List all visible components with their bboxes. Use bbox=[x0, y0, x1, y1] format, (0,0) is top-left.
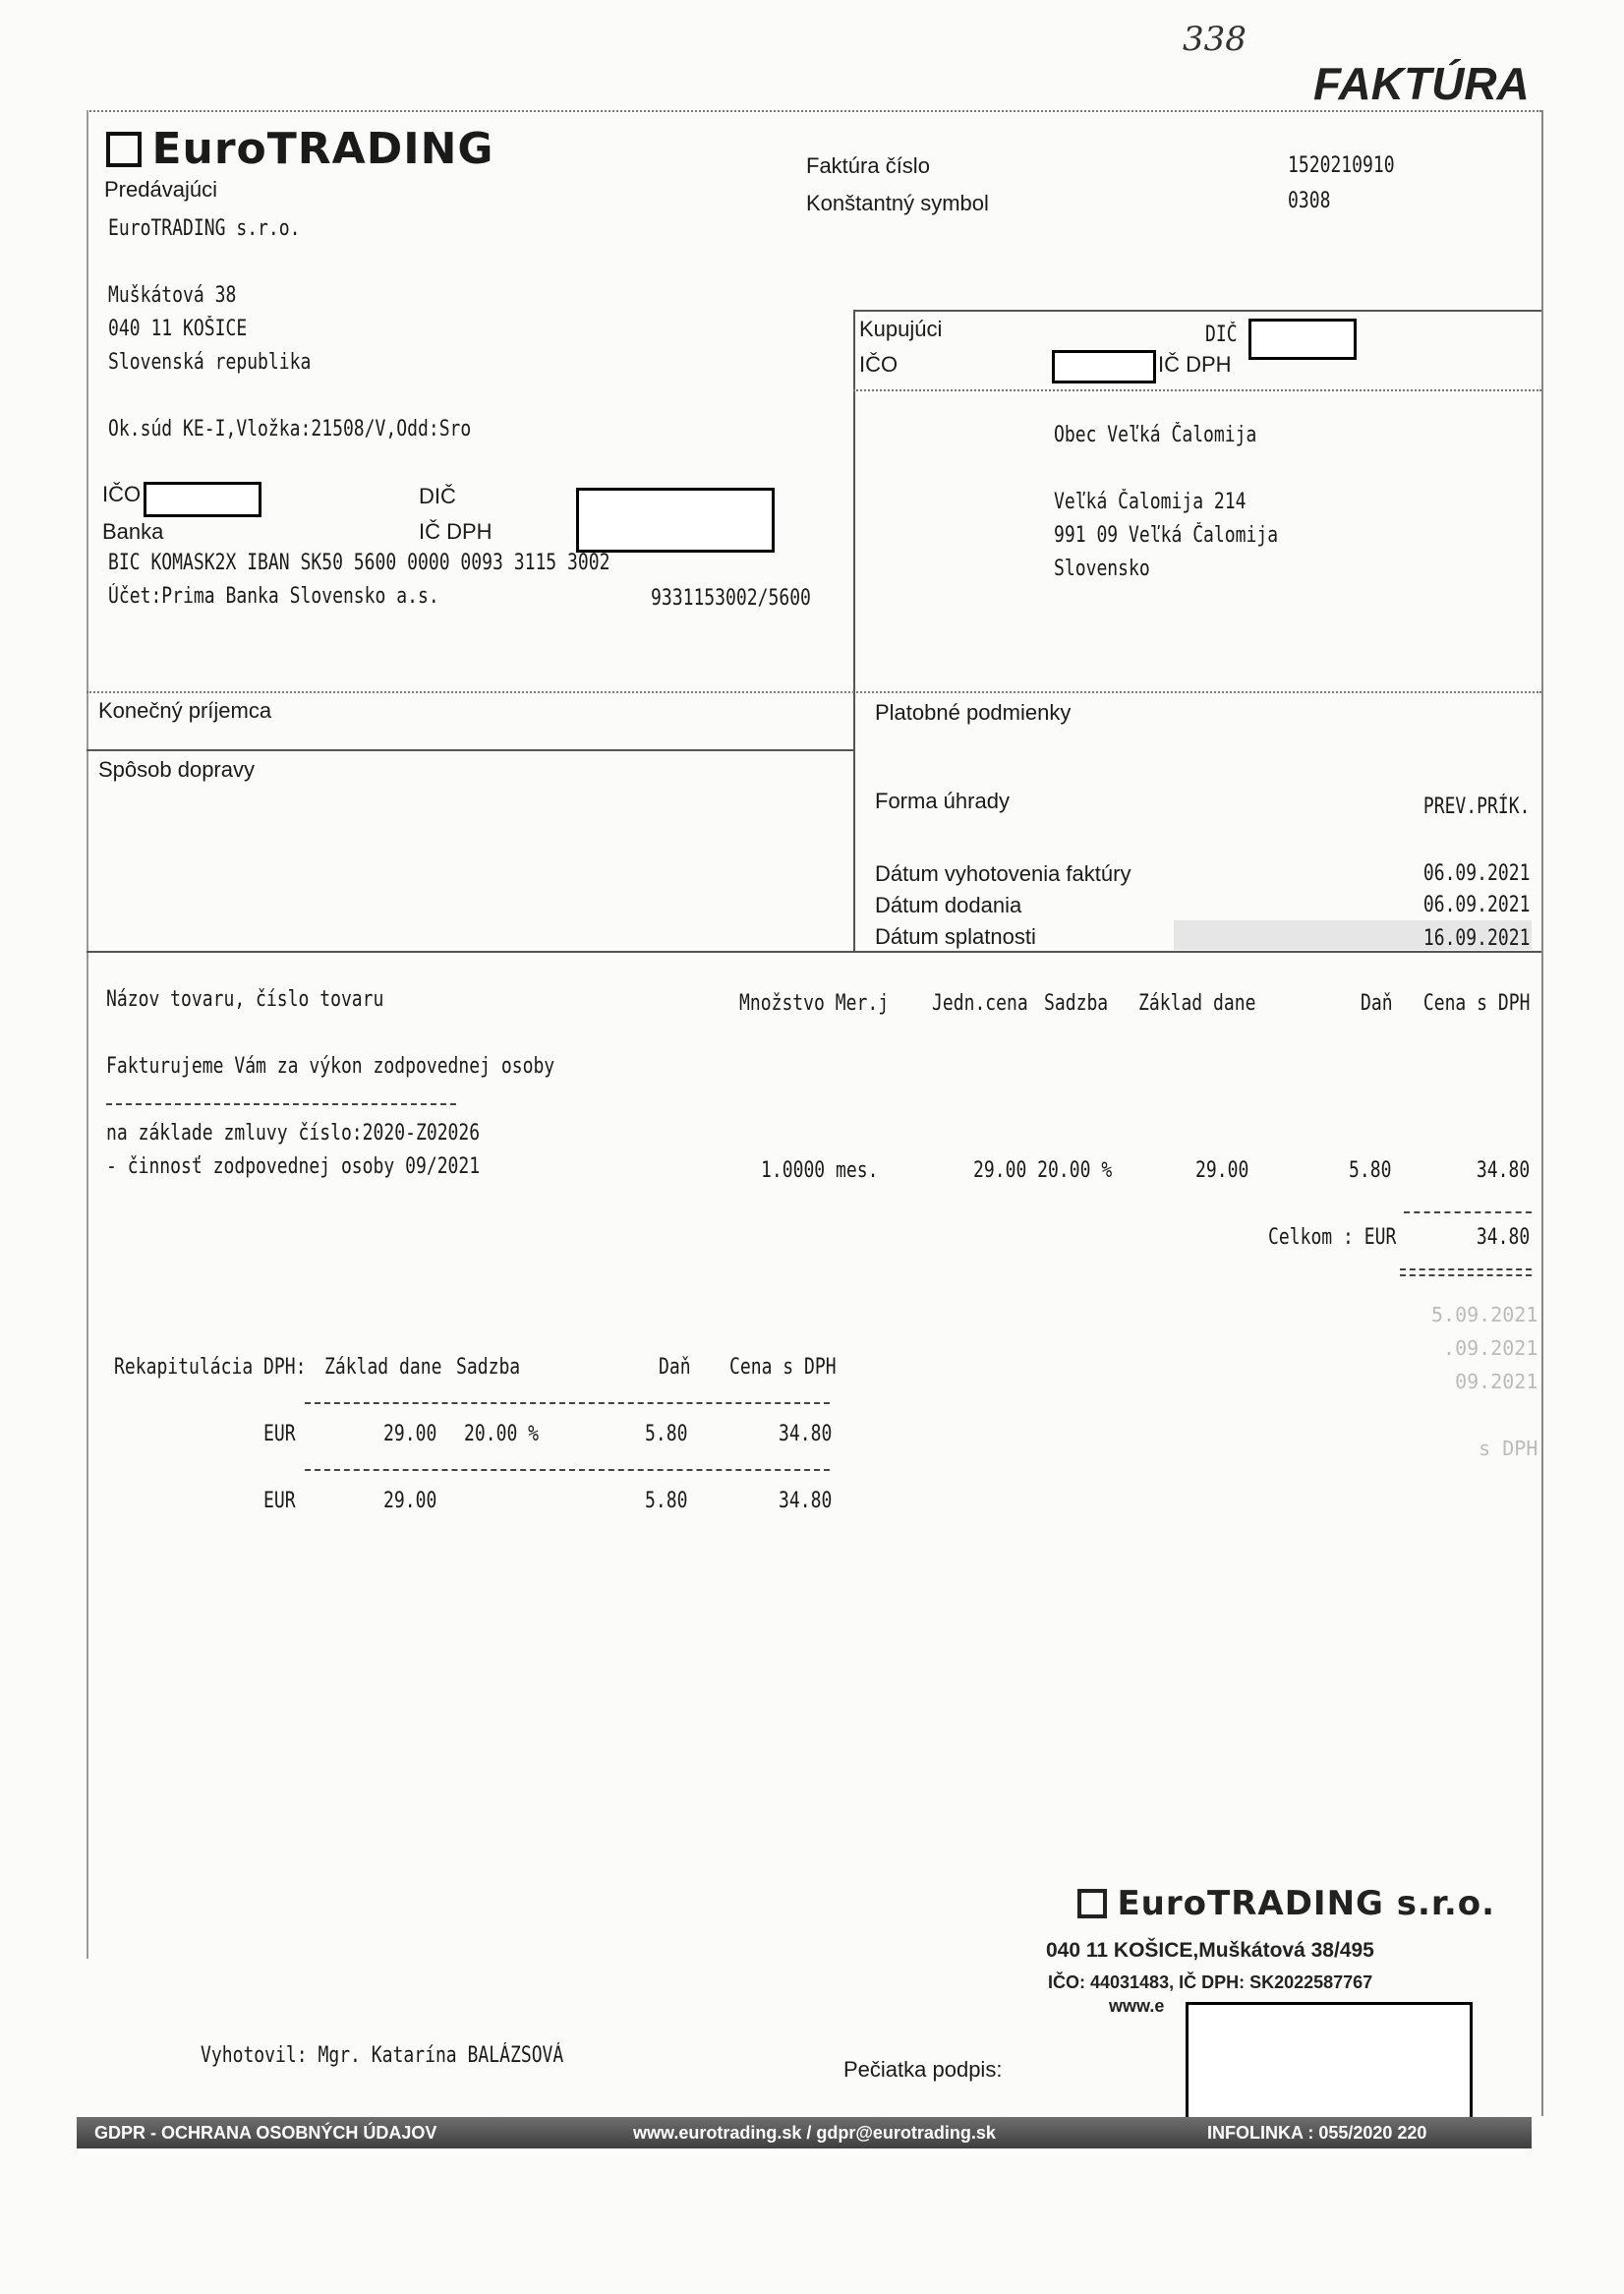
redacted-signature bbox=[1186, 2002, 1473, 2120]
seller-icdph-label: IČ DPH bbox=[419, 519, 493, 544]
recap-row1-total: 34.80 bbox=[779, 1422, 833, 1446]
recap-row1-base: 29.00 bbox=[383, 1422, 437, 1446]
company-stamp bbox=[1077, 1884, 1495, 1923]
seller-name: EuroTRADING s.r.o. bbox=[108, 216, 301, 241]
stamp-logo-mark-icon bbox=[1077, 1889, 1107, 1918]
total-value: 34.80 bbox=[1476, 1225, 1530, 1250]
recap-row2-base: 29.00 bbox=[383, 1489, 437, 1513]
mid-divider bbox=[87, 691, 1541, 693]
item-line2: - činnosť zodpovednej osoby 09/2021 bbox=[106, 1154, 481, 1179]
buyer-street: Veľká Čalomija 214 bbox=[1054, 490, 1247, 514]
recap-label: Rekapitulácia DPH: bbox=[114, 1355, 307, 1380]
stamp-line1: 040 11 KOŠICE,Muškátová 38/495 bbox=[1046, 1939, 1374, 1962]
logo-mark-icon bbox=[106, 132, 142, 167]
bleed-through-marks: 5.09.2021 .09.2021 09.2021 s DPH bbox=[1431, 1303, 1538, 1460]
prepared-by: Vyhotovil: Mgr. Katarína BALÁZSOVÁ bbox=[201, 2043, 564, 2068]
recap-header-divider bbox=[305, 1402, 830, 1404]
recap-row1-cur: EUR bbox=[263, 1422, 296, 1446]
items-intro: Fakturujeme Vám za výkon zodpovednej osoby bbox=[106, 1054, 555, 1079]
stamp-line2: IČO: 44031483, IČ DPH: SK2022587767 bbox=[1048, 1972, 1373, 1992]
constant-symbol-label: Konštantný symbol bbox=[806, 191, 989, 215]
due-date-label: Dátum splatnosti bbox=[875, 924, 1036, 949]
recap-base-header: Základ dane bbox=[324, 1355, 442, 1380]
frame-left bbox=[87, 110, 88, 1959]
seller-city: 040 11 KOŠICE bbox=[108, 317, 248, 341]
stamp-company-name: EuroTRADING s.r.o. bbox=[1117, 1884, 1496, 1923]
col-unit-price: Jedn.cena bbox=[932, 991, 1028, 1016]
item-line1: na základe zmluvy číslo:2020-Z02026 bbox=[106, 1121, 481, 1146]
redacted-buyer-ico bbox=[1052, 350, 1156, 383]
total-overline bbox=[1404, 1211, 1532, 1213]
delivery-date-label: Dátum dodania bbox=[875, 893, 1022, 917]
redacted-seller-ico bbox=[144, 482, 261, 517]
buyer-header-divider bbox=[853, 389, 1541, 391]
buyer-box-left bbox=[853, 310, 855, 951]
items-intro-underline bbox=[106, 1103, 456, 1105]
footer-gdpr: GDPR - OCHRANA OSOBNÝCH ÚDAJOV bbox=[94, 2123, 437, 2143]
recap-row1-rate: 20.00 % bbox=[464, 1422, 540, 1446]
seller-account-number: 9331153002/5600 bbox=[651, 586, 811, 611]
total-label: Celkom : EUR bbox=[1268, 1225, 1397, 1250]
company-logo: EuroTRADING bbox=[106, 124, 494, 174]
stamp-signature-label: Pečiatka podpis: bbox=[843, 2057, 1003, 2082]
recap-total-header: Cena s DPH bbox=[729, 1355, 837, 1380]
delivery-date: 06.09.2021 bbox=[1422, 893, 1530, 917]
invoice-number: 1520210910 bbox=[1288, 153, 1395, 178]
seller-bic-iban: BIC KOMASK2X IBAN SK50 5600 0000 0093 3115 3002 bbox=[108, 551, 610, 575]
col-total: Cena s DPH bbox=[1422, 991, 1530, 1016]
seller-street: Muškátová 38 bbox=[108, 283, 237, 308]
seller-account: Účet:Prima Banka Slovensko a.s. bbox=[108, 584, 439, 609]
col-name: Názov tovaru, číslo tovaru bbox=[106, 987, 384, 1012]
item-qty-unit: 1.0000 mes. bbox=[761, 1158, 879, 1183]
seller-country: Slovenská republika bbox=[108, 350, 312, 375]
document-title: FAKTÚRA bbox=[1313, 58, 1530, 109]
stamp-line3: www.e bbox=[1109, 1996, 1165, 2016]
transport-label: Spôsob dopravy bbox=[98, 757, 255, 782]
buyer-icdph-label: IČ DPH bbox=[1158, 352, 1232, 377]
buyer-city: 991 09 Veľká Čalomija bbox=[1054, 523, 1279, 548]
col-tax: Daň bbox=[1361, 991, 1393, 1016]
right-top-bottom bbox=[853, 310, 1541, 312]
item-tax: 5.80 bbox=[1349, 1158, 1392, 1183]
recap-row2-cur: EUR bbox=[263, 1489, 296, 1513]
buyer-country: Slovensko bbox=[1054, 557, 1150, 581]
final-recipient-label: Konečný príjemca bbox=[98, 698, 272, 723]
handwritten-number: 338 bbox=[1183, 20, 1247, 59]
total-double-underline bbox=[1400, 1268, 1532, 1276]
seller-dic-label: DIČ bbox=[419, 484, 456, 508]
buyer-dic-label: DIČ bbox=[1205, 323, 1238, 347]
due-date: 16.09.2021 bbox=[1422, 926, 1530, 951]
buyer-name: Obec Veľká Čalomija bbox=[1054, 423, 1257, 447]
items-top bbox=[87, 951, 1541, 953]
issue-date-label: Dátum vyhotovenia faktúry bbox=[875, 861, 1131, 886]
payment-form-label: Forma úhrady bbox=[875, 789, 1010, 813]
footer-web-email: www.eurotrading.sk / gdpr@eurotrading.sk bbox=[633, 2123, 996, 2143]
footer-infoline: INFOLINKA : 055/2020 220 bbox=[1207, 2123, 1427, 2143]
recap-row2-tax: 5.80 bbox=[645, 1489, 688, 1513]
item-base: 29.00 bbox=[1195, 1158, 1249, 1183]
issue-date: 06.09.2021 bbox=[1422, 861, 1530, 886]
item-total: 34.80 bbox=[1476, 1158, 1530, 1183]
buyer-ico-label: IČO bbox=[859, 352, 899, 377]
seller-bank-label: Banka bbox=[102, 519, 164, 544]
recap-row2-total: 34.80 bbox=[779, 1489, 833, 1513]
col-qty-unit: Množstvo Mer.j bbox=[739, 991, 890, 1016]
recipient-bottom bbox=[87, 749, 853, 751]
payment-form: PREV.PRÍK. bbox=[1422, 794, 1530, 819]
seller-registry: Ok.súd KE-I,Vložka:21508/V,Odd:Sro bbox=[108, 417, 472, 441]
payment-terms-label: Platobné podmienky bbox=[875, 700, 1072, 725]
redacted-buyer-dic bbox=[1248, 319, 1357, 360]
recap-tax-header: Daň bbox=[659, 1355, 691, 1380]
recap-row1-tax: 5.80 bbox=[645, 1422, 688, 1446]
redacted-seller-tax-ids bbox=[576, 488, 775, 553]
col-rate: Sadzba bbox=[1044, 991, 1109, 1016]
invoice-number-label: Faktúra číslo bbox=[806, 153, 930, 178]
buyer-label: Kupujúci bbox=[859, 317, 943, 341]
footer-bar bbox=[77, 2117, 1532, 2148]
seller-label: Predávajúci bbox=[104, 177, 217, 202]
col-base: Základ dane bbox=[1138, 991, 1256, 1016]
recap-row-divider bbox=[305, 1469, 830, 1471]
frame-top bbox=[87, 110, 1541, 112]
seller-ico-label: IČO bbox=[102, 482, 142, 506]
recap-rate-header: Sadzba bbox=[456, 1355, 521, 1380]
constant-symbol: 0308 bbox=[1288, 189, 1331, 213]
item-price-rate: 29.00 20.00 % bbox=[973, 1158, 1113, 1183]
frame-right bbox=[1541, 110, 1543, 2116]
